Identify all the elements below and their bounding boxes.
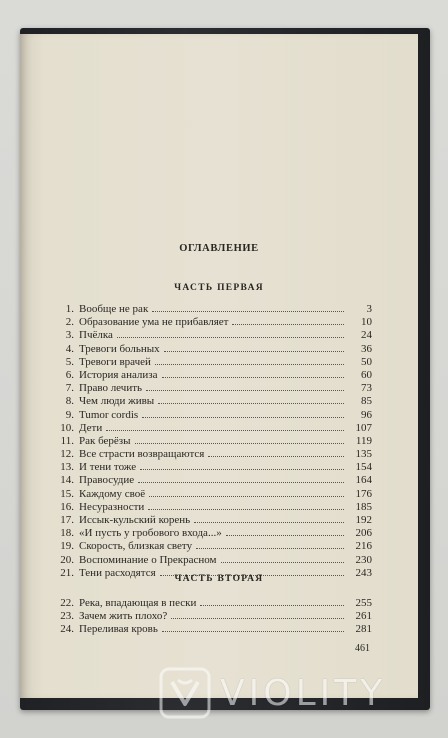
toc-entry (50, 303, 372, 316)
toc-entry (50, 514, 372, 527)
toc-entry-title: «И пусть у гробового входа...» (79, 527, 222, 540)
toc-dot-leader (138, 474, 344, 483)
toc-entry-page: 192 (355, 514, 372, 526)
toc-entry-page: 164 (355, 474, 372, 487)
toc-entry-title: Рак берёзы (79, 434, 131, 447)
toc-entry-number: 3. (65, 329, 74, 342)
toc-dot-leader (135, 435, 344, 444)
toc-entry-page: 216 (355, 540, 372, 553)
toc-entry-number: 16. (60, 500, 74, 513)
toc-entry-number: 6. (65, 368, 74, 381)
toc-entry-page: 96 (361, 408, 372, 421)
toc-entry-title: Право лечить (79, 382, 143, 395)
watermark (158, 663, 438, 723)
toc-entry-title: Правосудие (79, 474, 135, 487)
page-number: 461 (355, 643, 370, 654)
toc-dot-leader (208, 448, 344, 457)
toc-entry-page: 230 (355, 553, 372, 566)
toc-entry (50, 488, 372, 501)
toc-entry-page: 243 (355, 566, 372, 579)
toc-entry-number: 13. (60, 461, 74, 474)
toc-entry (50, 597, 372, 610)
toc-entry-number: 17. (60, 514, 74, 526)
toc-list-part-two (50, 597, 372, 637)
toc-entry-page: 3 (366, 303, 372, 315)
toc-dot-leader (155, 356, 344, 365)
toc-title: ОГЛАВЛЕНИЕ (179, 243, 259, 254)
toc-entry-number: 9. (65, 408, 74, 421)
toc-entry-page: 36 (361, 342, 372, 355)
toc-entry-page: 261 (355, 610, 372, 623)
toc-entry-page: 10 (361, 316, 372, 329)
toc-entry-number: 23. (60, 610, 74, 623)
toc-entry-title: Вообще не рак (79, 303, 149, 315)
toc-entry-number: 24. (60, 623, 74, 636)
toc-entry (50, 422, 372, 435)
toc-entry-number: 21. (60, 566, 74, 579)
toc-entry-title: Пчёлка (79, 329, 113, 342)
toc-entry (50, 369, 372, 382)
toc-entry-title: Все страсти возвращаются (79, 448, 205, 461)
toc-entry-title: Тревоги больных (79, 342, 160, 355)
toc-dot-leader (146, 382, 344, 391)
toc-entry-number: 2. (65, 316, 74, 329)
toc-dot-leader (226, 527, 344, 536)
toc-entry-page: 85 (361, 395, 372, 408)
toc-entry-page: 119 (355, 434, 372, 447)
toc-entry (50, 527, 372, 540)
toc-dot-leader (140, 461, 344, 470)
toc-entry-title: Tumor cordis (79, 408, 139, 421)
toc-entry-title: Образование ума не прибавляет (79, 316, 229, 329)
toc-entry-number: 12. (60, 448, 74, 461)
toc-entry (50, 316, 372, 329)
toc-entry-title: Дети (79, 421, 103, 434)
toc-dot-leader (162, 369, 344, 378)
toc-entry-title: Несуразности (79, 500, 145, 513)
toc-dot-leader (221, 554, 344, 563)
toc-entry-number: 20. (60, 553, 74, 566)
toc-entry-page: 107 (355, 421, 372, 434)
toc-entry (50, 540, 372, 553)
toc-entry-page: 176 (355, 487, 372, 500)
toc-entry (50, 461, 372, 474)
toc-entry (50, 474, 372, 487)
toc-entry (50, 435, 372, 448)
toc-entry-title: Каждому своё (79, 487, 146, 500)
toc-entry-number: 7. (65, 382, 74, 395)
toc-entry-page: 24 (361, 329, 372, 342)
toc-entry (50, 356, 372, 369)
toc-dot-leader (158, 395, 344, 404)
watermark-text: VIOLITY (220, 672, 387, 714)
toc-entry (50, 610, 372, 623)
toc-entry (50, 343, 372, 356)
toc-entry-title: Переливая кровь (79, 623, 158, 636)
toc-entry (50, 554, 372, 567)
toc-entry-number: 19. (60, 540, 74, 553)
toc-entry-title: Иссык-кульский корень (79, 514, 191, 526)
toc-dot-leader (148, 501, 344, 510)
toc-dot-leader (164, 343, 344, 352)
toc-entry-number: 14. (60, 474, 74, 487)
toc-dot-leader (162, 623, 344, 632)
toc-entry-title: Чем люди живы (79, 395, 155, 408)
toc-dot-leader (232, 316, 344, 325)
toc-entry-number: 15. (60, 487, 74, 500)
toc-entry-page: 154 (355, 461, 372, 474)
toc-entry-title: Зачем жить плохо? (79, 610, 168, 623)
part-heading-second: ЧАСТЬ ВТОРАЯ (174, 574, 264, 584)
toc-dot-leader (152, 303, 344, 312)
toc-entry-number: 4. (65, 342, 74, 355)
toc-entry (50, 448, 372, 461)
toc-entry-number: 22. (60, 597, 74, 609)
toc-entry-page: 185 (355, 500, 372, 513)
toc-list-part-one (50, 303, 372, 580)
toc-entry-page: 60 (361, 368, 372, 381)
toc-entry-page: 206 (355, 527, 372, 540)
toc-dot-leader (196, 540, 344, 549)
toc-dot-leader (149, 488, 344, 497)
toc-entry-number: 18. (60, 527, 74, 540)
toc-entry (50, 382, 372, 395)
book-page (20, 34, 418, 698)
page-content (20, 34, 418, 698)
toc-entry (50, 623, 372, 636)
toc-entry-title: Скорость, близкая свету (79, 540, 193, 553)
toc-dot-leader (200, 597, 344, 606)
toc-entry-number: 8. (65, 395, 74, 408)
toc-entry-page: 135 (355, 448, 372, 461)
toc-dot-leader (117, 329, 344, 338)
part-heading-first: ЧАСТЬ ПЕРВАЯ (174, 283, 264, 293)
toc-entry-page: 255 (355, 597, 372, 609)
toc-entry-title: Воспоминание о Прекрасном (79, 553, 217, 566)
toc-entry (50, 329, 372, 342)
toc-entry-number: 1. (65, 303, 74, 315)
toc-entry-page: 281 (355, 623, 372, 636)
toc-dot-leader (171, 610, 344, 619)
toc-entry-number: 10. (60, 421, 74, 434)
toc-entry-title: Река, впадающая в пески (79, 597, 197, 609)
toc-dot-leader (106, 422, 344, 431)
toc-entry-page: 50 (361, 355, 372, 368)
toc-entry-title: Тревоги врачей (79, 355, 151, 368)
toc-entry-title: Тени расходятся (79, 566, 156, 579)
toc-entry-number: 5. (65, 355, 74, 368)
toc-entry (50, 409, 372, 422)
toc-dot-leader (142, 409, 344, 418)
toc-entry-title: История анализа (79, 368, 158, 381)
toc-entry (50, 501, 372, 514)
toc-dot-leader (194, 514, 344, 523)
violity-logo-icon (158, 666, 212, 720)
toc-entry-page: 73 (361, 382, 372, 395)
toc-entry (50, 395, 372, 408)
toc-entry-number: 11. (60, 434, 74, 447)
toc-entry-title: И тени тоже (79, 461, 137, 474)
